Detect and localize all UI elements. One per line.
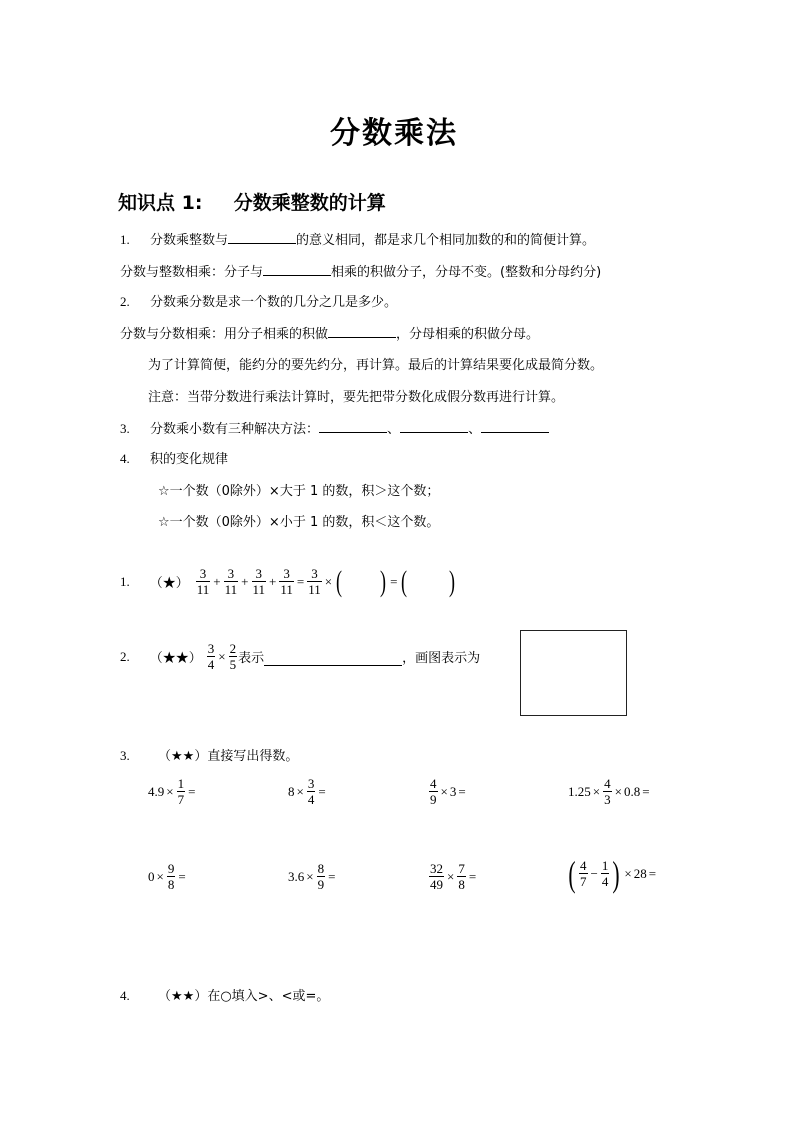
note-text: 分数与分数相乘：用分子相乘的积做 xyxy=(120,327,329,342)
note-text: ，分母相乘的积做分母。 xyxy=(396,327,540,342)
separator: 、 xyxy=(468,422,482,437)
fraction: $\frac{9}{8}$ xyxy=(167,861,175,892)
exercise-number: 4. xyxy=(120,988,130,1003)
note-2 xyxy=(120,291,397,310)
note-3 xyxy=(120,418,549,437)
exercise-text: 直接写出得数。 xyxy=(207,749,299,764)
exercise-text: 表示 xyxy=(238,651,265,666)
fraction: $\frac{3}{11}$ xyxy=(196,566,210,597)
answer-blank[interactable] xyxy=(400,420,468,433)
left-paren: ( xyxy=(336,564,343,598)
plus-sign: + xyxy=(241,573,249,589)
exercise-1 xyxy=(120,566,457,597)
note-number: 2. xyxy=(120,294,130,309)
note-text: 分数与整数相乘：分子与 xyxy=(120,265,264,280)
exercise-text: ，画图表示为 xyxy=(402,651,481,666)
answer-blank[interactable] xyxy=(328,325,396,338)
exercise-number: 1. xyxy=(120,573,130,589)
difficulty-stars: （★） xyxy=(149,575,189,590)
fraction: $\frac{8}{9}$ xyxy=(317,861,325,892)
fraction: $\frac{4}{9}$ xyxy=(430,776,437,807)
note-2-warning: 注意：当带分数进行乘法计算时，要先把带分数化成假分数再进行计算。 xyxy=(148,390,565,405)
calc-item-e: 0 × $\frac{9}{8}$ = xyxy=(148,861,186,892)
note-2-rule xyxy=(120,323,539,342)
note-4 xyxy=(120,448,228,467)
note-text: 分数乘整数与 xyxy=(150,233,229,248)
exercise-number: 2. xyxy=(120,648,130,664)
note-1-rule xyxy=(120,261,601,280)
note-2-tip: 为了计算简便，能约分的要先约分，再计算。最后的计算结果要化成最简分数。 xyxy=(148,358,604,373)
note-text: 积的变化规律 xyxy=(150,452,229,467)
page-title: 分数乘法 xyxy=(330,116,458,151)
answer-blank[interactable] xyxy=(263,263,331,276)
fraction: $\frac{2}{5}$ xyxy=(229,641,237,672)
note-text: 分数乘分数是求一个数的几分之几是多少。 xyxy=(150,295,398,310)
fraction: $\frac{3}{11}$ xyxy=(308,566,321,597)
plus-sign: + xyxy=(269,573,277,589)
note-4-rule-2: ☆一个数（0除外）×小于 1 的数，积＜这个数。 xyxy=(158,515,440,530)
fraction: $\frac{3}{11}$ xyxy=(252,566,266,597)
drawing-box[interactable] xyxy=(520,630,627,716)
fraction: $\frac{3}{4}$ xyxy=(307,776,315,807)
difficulty-stars: （★★） xyxy=(149,650,202,665)
exercise-3 xyxy=(120,745,298,764)
fraction: $\frac{3}{11}$ xyxy=(280,566,293,597)
exercise-4 xyxy=(120,985,329,1004)
fraction: $\frac{3}{4}$ xyxy=(207,641,215,672)
difficulty-stars: （★★） xyxy=(158,749,208,764)
fraction: $\frac{1}{7}$ xyxy=(177,776,185,807)
times-sign: × xyxy=(218,648,226,664)
fraction: $\frac{4}{7}$ xyxy=(580,858,587,889)
separator: 、 xyxy=(387,422,401,437)
calc-item-d: 1.25 × $\frac{4}{3}$ × 0.8 = xyxy=(568,776,650,807)
equals-sign: = xyxy=(296,573,305,589)
note-text: 的意义相同，都是求几个相同加数的和的简便计算。 xyxy=(296,233,596,248)
equals-sign: = xyxy=(390,573,398,589)
left-paren: ( xyxy=(568,853,576,894)
fraction: $\frac{32}{49}$ xyxy=(430,861,443,892)
fraction: $\frac{1}{4}$ xyxy=(601,858,609,889)
note-text: 分数乘小数有三种解决方法： xyxy=(150,422,320,437)
calc-item-a: 4.9 × $\frac{1}{7}$ = xyxy=(148,776,196,807)
exercise-text: 在○填入>、<或=。 xyxy=(207,989,330,1004)
note-number: 4. xyxy=(120,451,130,466)
section-heading xyxy=(118,188,386,215)
note-text: 相乘的积做分子，分母不变。(整数和分母约分) xyxy=(331,265,602,280)
calc-item-c: $\frac{4}{9}$ × 3 = xyxy=(430,776,466,807)
note-1 xyxy=(120,229,595,248)
answer-blank[interactable] xyxy=(228,231,296,244)
note-4-rule-1: ☆一个数（0除外）×大于 1 的数，积＞这个数； xyxy=(158,484,440,499)
calc-item-h: ( $\frac{4}{7}$ − $\frac{1}{4}$ ) × 28 = xyxy=(568,853,657,894)
answer-blank[interactable] xyxy=(319,420,387,433)
right-paren: ) xyxy=(380,564,387,598)
fraction: $\frac{7}{8}$ xyxy=(458,861,465,892)
exercise-2 xyxy=(120,641,480,672)
right-paren: ) xyxy=(612,853,620,894)
section-label: 知识点 1: xyxy=(118,192,203,214)
difficulty-stars: （★★） xyxy=(158,989,208,1004)
note-number: 3. xyxy=(120,421,130,436)
section-title: 分数乘整数的计算 xyxy=(233,192,386,214)
exercise-number: 3. xyxy=(120,748,130,763)
fraction: $\frac{4}{3}$ xyxy=(604,776,611,807)
answer-blank[interactable] xyxy=(264,653,402,666)
left-paren: ( xyxy=(401,564,408,598)
calc-item-b: 8 × $\frac{3}{4}$ = xyxy=(288,776,326,807)
answer-blank[interactable] xyxy=(481,420,549,433)
fraction: $\frac{3}{11}$ xyxy=(224,566,238,597)
right-paren: ) xyxy=(449,564,456,598)
calc-item-f: 3.6 × $\frac{8}{9}$ = xyxy=(288,861,336,892)
plus-sign: + xyxy=(213,573,221,589)
calc-item-g: $\frac{32}{49}$ × $\frac{7}{8}$ = xyxy=(430,861,477,892)
note-number: 1. xyxy=(120,232,130,247)
times-sign: × xyxy=(324,573,333,589)
